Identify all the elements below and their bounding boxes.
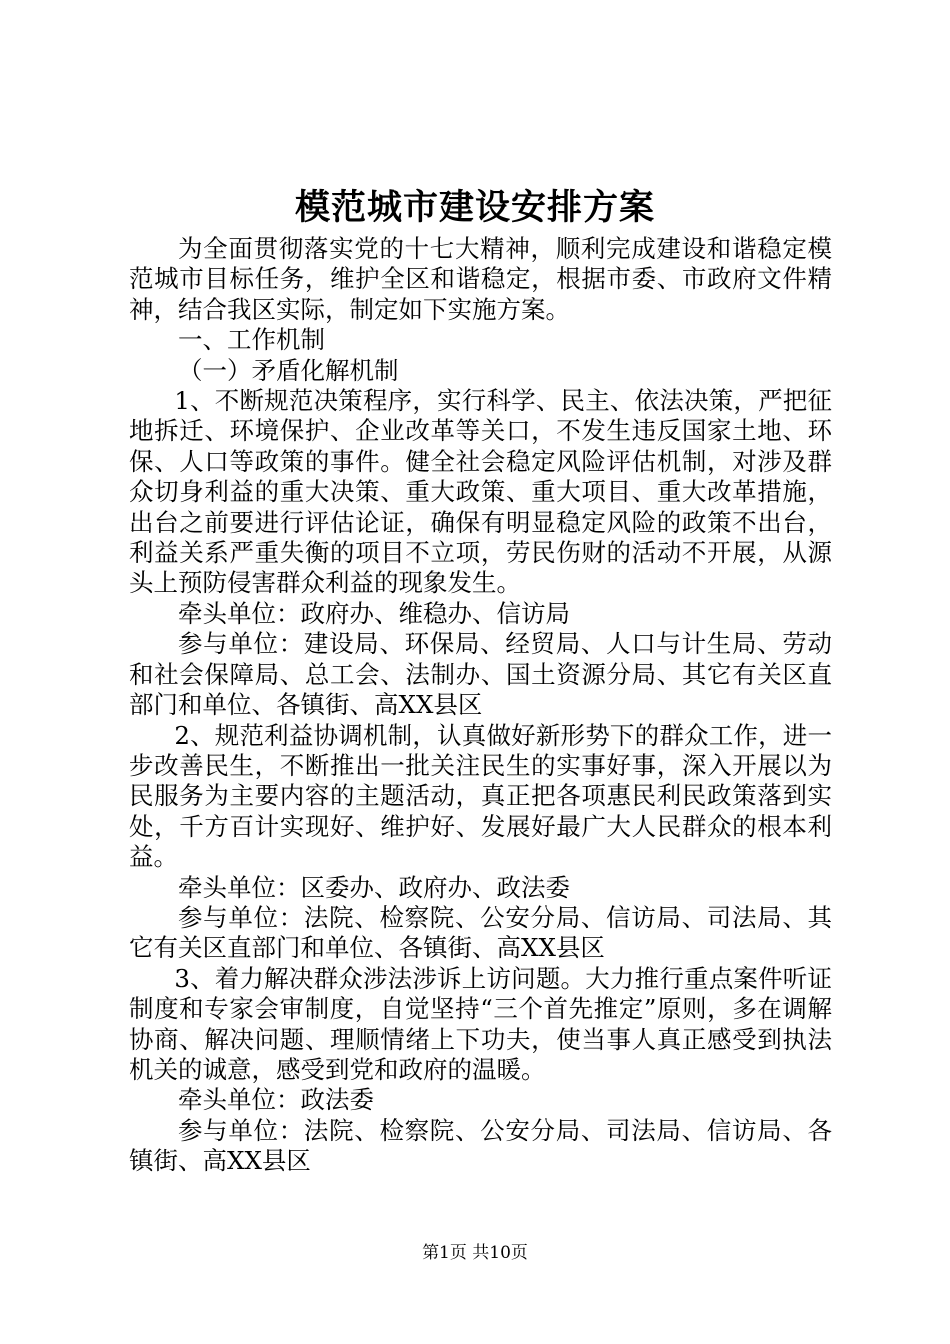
- item-3-participating-units: 参与单位：法院、检察院、公安分局、司法局、信访局、各镇街、高XX县区: [129, 1115, 832, 1176]
- item-2-lead-units: 牵头单位：区委办、政府办、政法委: [178, 872, 570, 902]
- item-3-lead-units: 牵头单位：政法委: [178, 1085, 374, 1115]
- document-body: [129, 234, 832, 1177]
- document-title: 模范城市建设安排方案: [294, 187, 655, 228]
- item-2-paragraph: 2、规范利益协调机制，认真做好新形势下的群众工作，进一步改善民生，不断推出一批关注民生的实事好事，深入开展以为民服务为主要内容的主题活动，真正把各项惠民利民政策落到实处，千方百计实现好、维护好、发展好最广大人民群众的根本利益。: [129, 720, 832, 872]
- item-1-participating-units: 参与单位：建设局、环保局、经贸局、人口与计生局、劳动和社会保障局、总工会、法制办、国土资源分局、其它有关区直部门和单位、各镇街、高XX县区: [129, 629, 832, 720]
- item-2-participating-units: 参与单位：法院、检察院、公安分局、信访局、司法局、其它有关区直部门和单位、各镇街、高XX县区: [129, 902, 832, 963]
- section-heading-work-mechanism: 一、工作机制: [178, 325, 325, 355]
- intro-paragraph: 为全面贯彻落实党的十七大精神，顺利完成建设和谐稳定模范城市目标任务，维护全区和谐稳定，根据市委、市政府文件精神，结合我区实际，制定如下实施方案。: [129, 234, 832, 324]
- subsection-heading-conflict-resolution: （一）矛盾化解机制: [178, 355, 399, 385]
- item-3-paragraph: 3、着力解决群众涉法涉诉上访问题。大力推行重点案件听证制度和专家会审制度，自觉坚持“三个首先推定”原则，多在调解协商、解决问题、理顺情绪上下功夫，使当事人真正感受到执法机关的诚意，感受到党和政府的温暖。: [129, 963, 832, 1084]
- item-1-paragraph: 1、不断规范决策程序，实行科学、民主、依法决策，严把征地拆迁、环境保护、企业改革等关口，不发生违反国家土地、环保、人口等政策的事件。健全社会稳定风险评估机制，对涉及群众切身利益的重大决策、重大政策、重大项目、重大改革措施，出台之前要进行评估论证，确保有明显稳定风险的政策不出台，利益关系严重失衡的项目不立项，劳民伤财的活动不开展，从源头上预防侵害群众利益的现象发生。: [129, 386, 832, 598]
- item-1-lead-units: 牵头单位：政府办、维稳办、信访局: [178, 598, 570, 628]
- page-number-footer: 第1页 共10页: [422, 1243, 528, 1263]
